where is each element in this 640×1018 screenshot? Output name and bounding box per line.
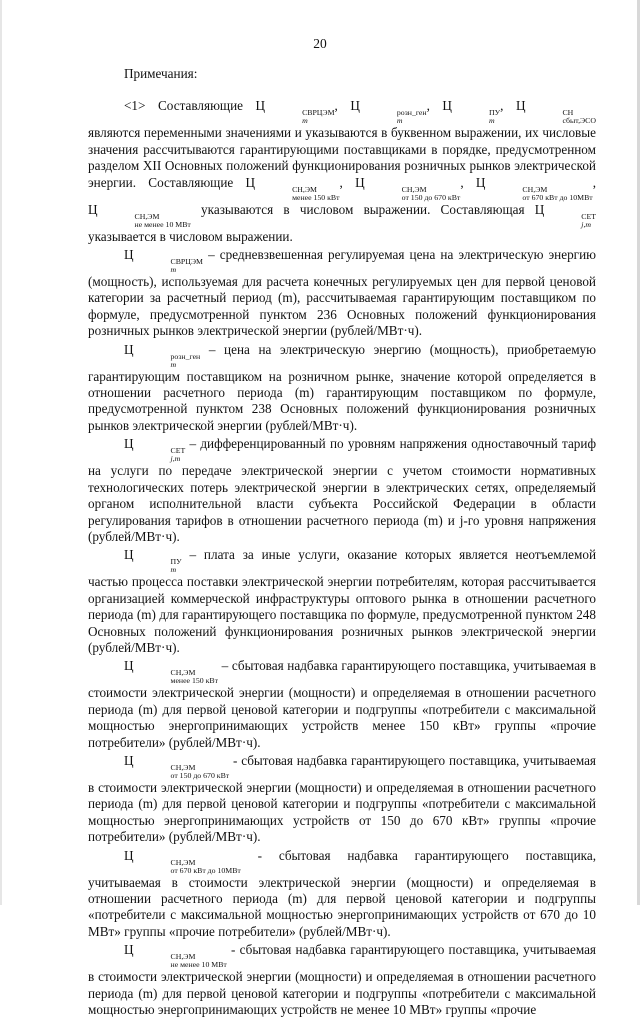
def-symbol: Ц СН,ЭМ менее 150 кВт bbox=[124, 658, 219, 686]
note-marker: <1> bbox=[124, 98, 146, 114]
def-symbol: Ц СН,ЭМ от 670 кВт до 10МВт bbox=[124, 847, 241, 875]
definition-text: – цена на электрическую энергию (мощность), приобретаемую гарантирующим поставщиком на розничном рынке, значение которой определяется в отношении расчетного периода (m) гарантирующим поставщиком по формуле, предусмотренной пунктом 238 Основных положений функционирования розничных рынков электрической энергии (рублей/МВт·ч). bbox=[88, 341, 596, 433]
symbol-set: Ц СЕТ j,m bbox=[534, 201, 597, 229]
symbol-sn-em-670-10: Ц СН,ЭМ от 670 кВт до 10МВт bbox=[475, 174, 593, 202]
definition-set bbox=[88, 436, 596, 545]
symbol-sn-em-150-670: Ц СН,ЭМ от 150 до 670 кВт bbox=[355, 174, 461, 202]
note-text: являются переменными значениями и указываются в буквенном выражении, их числовые значения рассчитываются гарантирующими поставщиками в порядке, предусмотренном разделом XII Основных положений функционирования розничных рынков электрической энергии. bbox=[88, 125, 596, 190]
note-text: указывается в числовом выражении. bbox=[88, 228, 293, 244]
note-text: Составляющие bbox=[148, 174, 234, 190]
scan-left-edge bbox=[0, 0, 2, 905]
definition-svrcem bbox=[88, 247, 596, 340]
page-number: 20 bbox=[313, 36, 327, 51]
def-symbol: Ц СВРЦЭМ m bbox=[124, 247, 203, 275]
definition-pu bbox=[88, 547, 596, 656]
symbol-sn-em-ge10: Ц СН,ЭМ не менее 10 МВт bbox=[88, 201, 191, 229]
def-symbol: Ц СЕТ j,m bbox=[124, 436, 186, 464]
definition-text: – плата за иные услуги, оказание которых является неотъемлемой частью процесса поставки электрической энергии потребителям, которая рассчитывается организацией коммерческой инфраструктуры оптового рынка в отношении расчетного периода (m) для гарантирующего поставщика по формуле, предусмотренной пунктом 248 Основных положений функционирования розничных рынков электрической энергии (рублей/МВт·ч). bbox=[88, 547, 596, 655]
definition-text: – дифференцированный по уровням напряжения одноставочный тариф на услуги по передаче электрической энергии с учетом стоимости нормативных технологических потерь электрической энергии в электрических сетях, определяемый органом исполнительной власти субъекта Российской Федерации в области регулирования тарифов в отношении расчетного периода (m) и j-го уровня напряжения (рублей/МВт·ч). bbox=[88, 436, 596, 544]
definition-text: – сбытовая надбавка гарантирующего поставщика, учитываемая в стоимости электрической энергии (мощности) и определяемая в отношении расчетного периода (m) для первой ценовой категории и подгруппы «потребители с максимальной мощностью энергопринимающих устройств менее 150 кВт» группы «прочие потребители» (рублей/МВт·ч). bbox=[88, 658, 596, 750]
def-symbol: Ц СН,ЭМ от 150 до 670 кВт bbox=[124, 752, 230, 780]
def-symbol: Ц розн_ген m bbox=[124, 341, 201, 369]
document-body bbox=[88, 62, 596, 1018]
notes-heading: Примечания: bbox=[124, 66, 198, 81]
definition-sn-em-670-10 bbox=[88, 848, 596, 941]
symbol-sn-sbyt: Ц СН сбыт,ЭСО bbox=[515, 98, 596, 126]
def-symbol: Ц СН,ЭМ не менее 10 МВт bbox=[124, 942, 227, 970]
definition-text: - сбытовая надбавка гарантирующего поставщика, учитываемая в стоимости электрической энергии (мощности) и определяемая в отношении расчетного периода (m) для первой ценовой категории и подгруппы «потребители с максимальной мощностью энергопринимающих устройств от 670 до 10 МВт» группы «прочие потребители» (рублей/МВт·ч). bbox=[88, 847, 596, 939]
definition-sn-em-lt150 bbox=[88, 658, 596, 751]
definition-sn-em-ge10 bbox=[88, 942, 596, 1018]
symbol-pu: Ц ПУ m bbox=[442, 98, 501, 126]
note-text: Составляющие bbox=[158, 98, 243, 114]
definition-text: - сбытовая надбавка гарантирующего поставщика, учитываемая в стоимости электрической энергии (мощности) и определяемая в отношении расчетного периода (m) для первой ценовой категории и подгруппы «потребители с максимальной мощностью энергопринимающих устройств не менее 10 МВт» группы «прочие bbox=[88, 942, 596, 1018]
definition-text: - сбытовая надбавка гарантирующего поставщика, учитываемая в стоимости электрической энергии (мощности) и определяемая в отношении расчетного периода (m) для первой ценовой категории и подгруппы «потребители с максимальной мощностью энергопринимающих устройств от 150 до 670 кВт» группы «прочие потребители» (рублей/МВт·ч). bbox=[88, 752, 596, 845]
definition-rozn-gen bbox=[88, 342, 596, 435]
symbol-sn-em-lt150: Ц СН,ЭМ менее 150 кВт bbox=[245, 174, 340, 202]
note-1-paragraph: <1> Составляющие Ц СВРЦЭМ m , Ц розн_ген m , Ц ПУ m , Ц СН сбыт,ЭСО являются переменными значениями и указываются в буквенном выражении, их числовые значения рассчитываются гарантирующими поставщиками в порядке, предусмотренном разделом XII Основных положений функционирования розничных рынков электрической энергии. Составляющие Ц СН,ЭМ менее 150 кВт , Ц СН,ЭМ от 150 до 670 кВт , Ц СН,ЭМ от 670 кВт до 10МВт , Ц СН,ЭМ не менее 10 МВт указываются в числовом выражении. Составляющая Ц СЕТ j,m указывается в числовом выражении. bbox=[88, 98, 597, 244]
definition-text: – средневзвешенная регулируемая цена на электрическую энергию (мощность), используемая для расчета конечных регулируемых цен для первой ценовой категории за расчетный период (m), рассчитываемая гарантирующим поставщиком по формуле, предусмотренной пунктом 236 Основных положений функционирования розничных рынков электрической энергии (рублей/МВт·ч). bbox=[88, 247, 596, 339]
def-symbol: Ц ПУ m bbox=[124, 547, 182, 575]
symbol-svrcem: Ц СВРЦЭМ m bbox=[255, 98, 335, 126]
definition-sn-em-150-670 bbox=[88, 753, 596, 846]
symbol-rozn-gen: Ц розн_ген m bbox=[350, 98, 427, 126]
note-text: указываются в числовом выражении. Составляющая bbox=[201, 201, 525, 217]
